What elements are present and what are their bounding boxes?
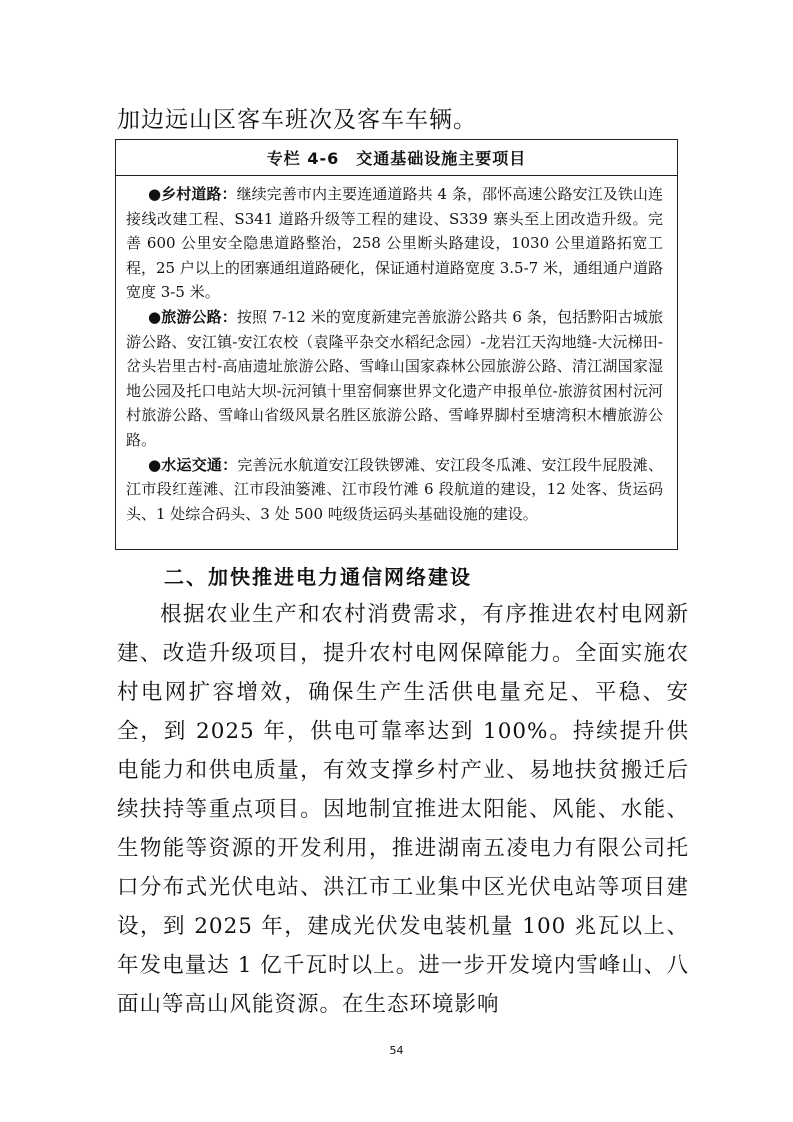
feature-item-label: ●旅游公路： [148, 307, 237, 326]
feature-item-tourism-roads [126, 305, 663, 453]
feature-item-label: ●水运交通： [148, 455, 238, 474]
feature-box-body [116, 176, 677, 526]
body-paragraph: 根据农业生产和农村消费需求，有序推进农村电网新建、改造升级项目，提升农村电网保障能力。全面实施农村电网扩容增效，确保生产生活供电量充足、平稳、安全，到 2025 年，供电可靠率达到 100%。持续提升供电能力和供电质量，有效支撑乡村产业、易地扶贫搬迁后续扶持等重点项目。因地制宜推进太阳能、风能、水能、生物能等资源的开发利用，推进湖南五凌电力有限公司托口分布式光伏电站、洪江市工业集中区光伏电站等项目建设，到 2025 年，建成光伏发电装机量 100 兆瓦以上、年发电量达 1 亿千瓦时以上。进一步开发境内雪峰山、八面山等高山风能资源。在生态环境影响 [117, 602, 689, 1017]
lead-text: 加边远山区客车班次及客车车辆。 [117, 107, 477, 133]
feature-item-text: 继续完善市内主要连通道路共 4 条，邵怀高速公路安江及铁山连接线改建工程、S341 道路升级等工程的建设、S339 寨头至上团改造升级。完善 600 公里安全隐患道路整治，258 公里断头路建设，1030 公里道路拓宽工程，25 户以上的团寨通组道路硬化，保证通村道路宽度 3.5-7 米，通组通户道路宽度 3-5 米。 [126, 185, 663, 302]
page-number: 54 [389, 1044, 404, 1057]
feature-box [115, 139, 678, 550]
feature-item-text: 完善沅水航道安江段铁锣滩、安江段冬瓜滩、安江段牛屁股滩、江市段红莲滩、江市段油篓滩、江市段竹滩 6 段航道的建设，12 处客、货运码头、1 处综合码头、3 处 500 吨级货运码头基础设施的建设。 [126, 455, 663, 523]
feature-item-rural-roads [126, 182, 663, 305]
feature-item-label: ●乡村道路： [148, 185, 237, 203]
feature-box-title: 专栏 4-6 交通基础设施主要项目 [116, 140, 677, 176]
section-heading: 二、加快推进电力通信网络建设 [164, 565, 472, 589]
feature-item-text: 按照 7-12 米的宽度新建完善旅游公路共 6 条，包括黔阳古城旅游公路、安江镇-安江农校（袁隆平杂交水稻纪念园）-龙岩江天沟地缝-大沅梯田-岔头岩里古村-高庙遗址旅游公路、雪峰山国家森林公园旅游公路、清江湖国家湿地公园及托口电站大坝-沅河镇十里窑侗寨世界文化遗产申报单位-旅游贫困村沅河村旅游公路、雪峰山省级风景名胜区旅游公路、雪峰界脚村至塘湾积木槽旅游公路。 [126, 307, 663, 449]
feature-item-water-transport [126, 453, 663, 527]
